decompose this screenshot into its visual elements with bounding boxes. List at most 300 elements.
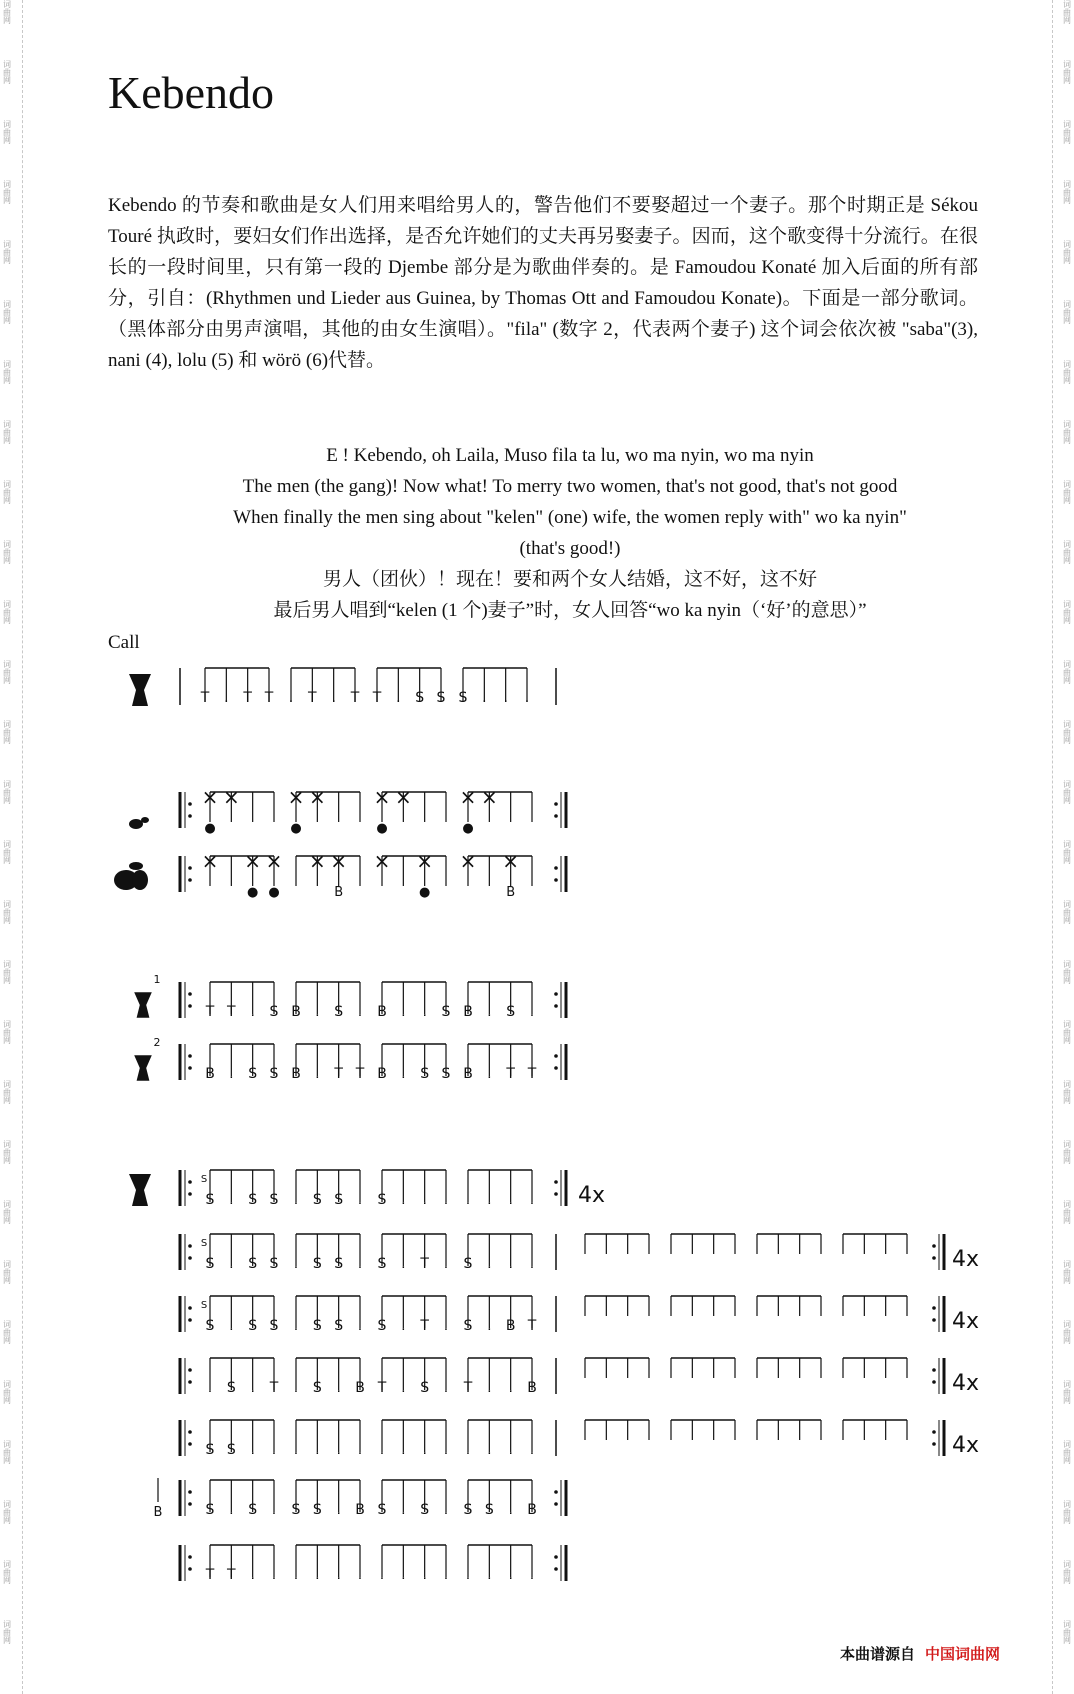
- note-label: .: [401, 1318, 406, 1334]
- note-label: B: [355, 1502, 365, 1518]
- edge-watermark-mark: 词曲网: [2, 1500, 12, 1524]
- edge-watermark-mark: 词曲网: [2, 1140, 12, 1164]
- repeat-dot: [188, 1567, 192, 1571]
- repeat-dot: [932, 1430, 936, 1434]
- note-label: S: [458, 690, 468, 706]
- edge-watermark-mark: 词曲网: [2, 780, 12, 804]
- edge-watermark-mark: 词曲网: [2, 1200, 12, 1224]
- note-label: S: [377, 1502, 387, 1518]
- note-label: .: [357, 1256, 363, 1272]
- note-label: .: [401, 1380, 406, 1396]
- note-label: B: [291, 1066, 301, 1082]
- note-label: S: [377, 1256, 387, 1272]
- repeat-count: 4x: [952, 1371, 980, 1396]
- note-label: .: [315, 1066, 320, 1082]
- note-label: S: [312, 1502, 322, 1518]
- edge-watermark-mark: 词曲网: [1062, 1140, 1072, 1164]
- note-label: .: [508, 1567, 513, 1583]
- repeat-dot: [188, 1306, 192, 1310]
- repeat-dot: [554, 992, 558, 996]
- note-label: .: [229, 1066, 234, 1082]
- repeat-count: 4x: [952, 1309, 980, 1334]
- note-label: S: [291, 1502, 301, 1518]
- note-label: .: [443, 1567, 449, 1583]
- note-label: S: [420, 1380, 430, 1396]
- lyric-line: The men (the gang)! Now what! To merry two women, that's not good, that's not good: [242, 476, 898, 497]
- note-label: .: [250, 1004, 255, 1020]
- edge-watermark-mark: 词曲网: [2, 1440, 12, 1464]
- note-label: .: [529, 1567, 535, 1583]
- repeat-dot: [932, 1380, 936, 1384]
- note-label: .: [357, 1567, 363, 1583]
- note-label: S: [226, 1442, 236, 1458]
- note-label: .: [487, 1004, 492, 1020]
- edge-watermark-mark: 词曲网: [1062, 720, 1072, 744]
- lyric-line: When finally the men sing about "kelen" (one) wife, the women reply with" wo ka nyin": [233, 507, 907, 528]
- lyric-line: (that's good!): [519, 538, 621, 559]
- repeat-dot: [554, 814, 558, 818]
- repeat-dot: [932, 1442, 936, 1446]
- note-label: .: [487, 1066, 492, 1082]
- note-label: B: [463, 1004, 473, 1020]
- note-label: .: [487, 1380, 492, 1396]
- repeat-dot: [932, 1368, 936, 1372]
- note-label: .: [271, 1567, 277, 1583]
- note-label: S: [205, 1256, 215, 1272]
- note-label: .: [443, 1502, 449, 1518]
- source-footer: [840, 1643, 1000, 1664]
- repeat-count: 4x: [578, 1183, 606, 1208]
- note-label: T: [269, 1380, 279, 1396]
- repeat-dot: [188, 802, 192, 806]
- note-label: S: [205, 1502, 215, 1518]
- bell-hit: ×: [459, 849, 477, 873]
- edge-watermark-mark: 词曲网: [2, 480, 12, 504]
- bell-hit: ×: [416, 849, 434, 873]
- repeat-dot: [188, 1244, 192, 1248]
- bell-hit: ×: [265, 849, 283, 873]
- edge-watermark-mark: 词曲网: [1062, 0, 1072, 24]
- repeat-dot: [554, 1555, 558, 1559]
- bell-icon: [129, 862, 143, 870]
- note-label: .: [357, 1318, 363, 1334]
- repeat-dot: [188, 866, 192, 870]
- edge-watermark-mark: 词曲网: [1062, 900, 1072, 924]
- repeat-dot: [554, 1066, 558, 1070]
- repeat-count: 4x: [952, 1433, 980, 1458]
- edge-watermark-mark: 词曲网: [1062, 780, 1072, 804]
- note-label: S: [463, 1318, 473, 1334]
- note-label: S: [441, 1066, 451, 1082]
- note-label: T: [463, 1380, 473, 1396]
- bell-hit: ×: [480, 785, 498, 809]
- drum-hit: B: [334, 885, 344, 900]
- note-label: T: [243, 690, 252, 706]
- note-label: .: [288, 690, 294, 706]
- kenkeni-icon: [129, 819, 143, 829]
- solo-djembe-icon: [129, 1174, 151, 1206]
- note-label: T: [420, 1318, 429, 1334]
- note-label: .: [293, 1442, 299, 1458]
- bell-hit: ×: [308, 785, 326, 809]
- repeat-dot: [554, 1004, 558, 1008]
- note-label: .: [465, 1442, 471, 1458]
- note-label: .: [396, 690, 401, 706]
- repeat-dot: [188, 1442, 192, 1446]
- edge-watermark-mark: 词曲网: [1062, 540, 1072, 564]
- bell-hit: ×: [373, 849, 391, 873]
- repeat-dot: [932, 1306, 936, 1310]
- note-label: .: [207, 1380, 213, 1396]
- repeat-dot: [932, 1318, 936, 1322]
- note-label: .: [293, 1192, 299, 1208]
- note-label: T: [308, 690, 317, 706]
- note-label: .: [250, 1567, 255, 1583]
- repeat-dot: [188, 1430, 192, 1434]
- note-label: .: [293, 1567, 299, 1583]
- note-label: B: [505, 1318, 516, 1334]
- note-label: S: [420, 1066, 430, 1082]
- page-title: Kebendo: [108, 67, 275, 118]
- note-label: S: [415, 690, 425, 706]
- repeat-dot: [188, 814, 192, 818]
- note-label: .: [487, 1567, 492, 1583]
- note-label: .: [465, 1567, 471, 1583]
- note-label: T: [420, 1256, 429, 1272]
- repeat-dot: [188, 1180, 192, 1184]
- edge-watermark-mark: 词曲网: [1062, 660, 1072, 684]
- note-label: .: [336, 1502, 341, 1518]
- drum-hit: ●: [418, 885, 431, 900]
- note-label: .: [229, 1318, 234, 1334]
- note-label: S: [463, 1256, 473, 1272]
- note-label: S: [205, 1442, 215, 1458]
- note-label: T: [527, 1318, 537, 1334]
- note-label: .: [508, 1442, 513, 1458]
- repeat-dot: [188, 1066, 192, 1070]
- drum-hit: ●: [290, 821, 302, 836]
- note-label: .: [357, 1442, 363, 1458]
- djembe-2-marker: 2: [153, 1036, 161, 1049]
- note-label: .: [357, 1192, 363, 1208]
- note-label: B: [463, 1066, 473, 1082]
- note-label: S: [269, 1004, 279, 1020]
- edge-watermark-mark: 词曲网: [1062, 120, 1072, 144]
- note-label: S: [205, 1318, 215, 1334]
- drum-hit: B: [506, 885, 516, 900]
- note-label: .: [224, 690, 229, 706]
- note-label: .: [229, 1192, 234, 1208]
- note-label: .: [422, 1567, 427, 1583]
- note-label: .: [229, 1256, 234, 1272]
- edge-watermark-mark: 词曲网: [2, 60, 12, 84]
- note-label: S: [269, 1256, 279, 1272]
- edge-watermark-mark: 词曲网: [1062, 1440, 1072, 1464]
- note-label: .: [508, 1192, 513, 1208]
- note-label: .: [315, 1004, 320, 1020]
- note-label: S: [312, 1192, 322, 1208]
- drum-hit: ●: [246, 885, 259, 900]
- footer-prefix: 本曲谱源自: [840, 1645, 916, 1663]
- note-label: T: [205, 1567, 215, 1583]
- note-label: B: [527, 1380, 537, 1396]
- note-label: B: [291, 1004, 301, 1020]
- djembe-2-icon: [134, 1055, 152, 1081]
- lyric-line: 男人（团伙）！现在！要和两个女人结婚，这不好，这不好: [322, 569, 817, 590]
- bell-hit: ×: [201, 849, 219, 873]
- djembe-1-marker: 1: [153, 973, 161, 986]
- edge-watermark-mark: 词曲网: [2, 1260, 12, 1284]
- note-label: S: [312, 1256, 322, 1272]
- note-label: S: [312, 1318, 322, 1334]
- note-label: .: [293, 1380, 299, 1396]
- note-label: B: [355, 1380, 365, 1396]
- edge-watermark-mark: 词曲网: [1062, 480, 1072, 504]
- note-label: S: [484, 1502, 494, 1518]
- note-label: .: [482, 690, 487, 706]
- repeat-dot: [188, 1555, 192, 1559]
- intro-paragraph: Kebendo 的节奏和歌曲是女人们用来唱给男人的，警告他们不要娶超过一个妻子。那个时期正是 Sékou Touré 执政时，要妇女们作出选择，是否允许她们的丈夫再另娶妻子。因而，这个歌变得十分流行。在很长的一段时间里，只有第一段的 Djembe 部分是为歌曲伴奏的。是 Famoudou Konaté 加入后面的所有部分，引自：(Rhythmen und Lieder aus Guinea, by Thomas Ott and Famoudou Konate)。下面是一部分歌词。（黑体部分由男声演唱，其他的由女生演唱）。"fila" (数字 2，代表两个妻子) 这个词会依次被 "saba"(3), nani (4), lolu (5) 和 wörö (6)代替。: [108, 195, 978, 371]
- note-label: .: [379, 1567, 385, 1583]
- repeat-dot: [554, 866, 558, 870]
- flam-mark: S: [200, 1174, 208, 1185]
- edge-watermark-mark: 词曲网: [1062, 60, 1072, 84]
- edge-watermark-mark: 词曲网: [1062, 1380, 1072, 1404]
- edge-watermark-mark: 词曲网: [1062, 1620, 1072, 1644]
- note-label: T: [506, 1066, 515, 1082]
- edge-watermark-mark: 词曲网: [1062, 1320, 1072, 1344]
- note-label: .: [315, 1567, 320, 1583]
- edge-watermark-mark: 词曲网: [2, 300, 12, 324]
- note-label: .: [250, 1380, 255, 1396]
- drum-hit: ●: [376, 821, 388, 836]
- note-label: T: [227, 1567, 236, 1583]
- note-label: .: [336, 1442, 341, 1458]
- edge-watermark-mark: 词曲网: [1062, 1080, 1072, 1104]
- note-label: .: [443, 1380, 449, 1396]
- note-label: S: [248, 1502, 258, 1518]
- bell-hit: ×: [244, 849, 262, 873]
- note-label: S: [436, 690, 446, 706]
- note-label: S: [269, 1318, 279, 1334]
- note-label: .: [331, 690, 336, 706]
- bell-icon: [141, 817, 149, 823]
- edge-watermark-mark: 词曲网: [2, 660, 12, 684]
- lyric-line: 最后男人唱到“kelen (1 个)妻子”时，女人回答“wo ka nyin（‘好’的意思）”: [273, 600, 867, 621]
- note-label: S: [226, 1380, 236, 1396]
- edge-watermark-mark: 词曲网: [1062, 960, 1072, 984]
- note-label: S: [248, 1318, 258, 1334]
- repeat-dot: [554, 1502, 558, 1506]
- note-label: .: [336, 1380, 341, 1396]
- edge-watermark-mark: 词曲网: [1062, 1020, 1072, 1044]
- edge-watermark-mark: 词曲网: [1062, 180, 1072, 204]
- note-label: S: [269, 1066, 279, 1082]
- drum-hit: ●: [268, 885, 280, 900]
- edge-watermark-mark: 词曲网: [2, 1020, 12, 1044]
- bell-hit: ×: [502, 849, 520, 873]
- note-label: S: [420, 1502, 430, 1518]
- note-label: .: [422, 1004, 427, 1020]
- note-label: .: [529, 1256, 535, 1272]
- repeat-dot: [188, 1004, 192, 1008]
- note-label: S: [334, 1318, 344, 1334]
- note-label: .: [529, 1442, 535, 1458]
- note-label: T: [377, 1380, 387, 1396]
- edge-watermark-mark: 词曲网: [2, 240, 12, 264]
- footer-brand: 中国词曲网: [925, 1645, 1001, 1663]
- note-label: B: [205, 1066, 215, 1082]
- bell-hit: ×: [222, 785, 240, 809]
- note-label: .: [357, 1004, 363, 1020]
- note-label: .: [487, 1192, 492, 1208]
- edge-watermark-mark: 词曲网: [2, 1320, 12, 1344]
- note-label: S: [248, 1256, 258, 1272]
- lyric-line: E ! Kebendo, oh Laila, Muso fila ta lu, wo ma nyin, wo ma nyin: [326, 445, 814, 466]
- edge-watermark-mark: 词曲网: [2, 600, 12, 624]
- repeat-dot: [188, 878, 192, 882]
- note-label: .: [293, 1318, 299, 1334]
- note-label: T: [355, 1066, 365, 1082]
- note-label: .: [508, 1502, 513, 1518]
- note-label: S: [377, 1192, 387, 1208]
- edge-watermark-mark: 词曲网: [1062, 600, 1072, 624]
- note-label: .: [422, 1442, 427, 1458]
- note-label: .: [443, 1256, 449, 1272]
- note-label: .: [401, 1066, 406, 1082]
- note-label: .: [401, 1502, 406, 1518]
- flam-mark: S: [200, 1238, 208, 1249]
- repeat-dot: [554, 1054, 558, 1058]
- note-label: .: [271, 1442, 277, 1458]
- note-label: .: [271, 1502, 277, 1518]
- bell-hit: ×: [287, 785, 305, 809]
- note-label: S: [441, 1004, 451, 1020]
- note-label: .: [508, 1380, 513, 1396]
- note-label: T: [527, 1066, 537, 1082]
- edge-watermark-mark: 词曲网: [2, 360, 12, 384]
- drum-hit: ●: [462, 821, 474, 836]
- note-label: .: [401, 1004, 406, 1020]
- note-label: S: [334, 1004, 344, 1020]
- repeat-dot: [188, 1368, 192, 1372]
- djembe-icon: [129, 674, 151, 706]
- note-label: S: [248, 1192, 258, 1208]
- repeat-dot: [188, 1318, 192, 1322]
- note-label: S: [463, 1502, 473, 1518]
- note-label: .: [443, 1192, 449, 1208]
- repeat-dot: [554, 1567, 558, 1571]
- repeat-dot: [188, 1490, 192, 1494]
- bell-hit: ×: [330, 849, 348, 873]
- note-label: .: [503, 690, 508, 706]
- edge-watermark-mark: 词曲网: [2, 540, 12, 564]
- note-label: .: [487, 1256, 492, 1272]
- note-label: .: [422, 1192, 427, 1208]
- edge-watermark-mark: 词曲网: [2, 720, 12, 744]
- note-label: T: [372, 690, 382, 706]
- bell-hit: ×: [394, 785, 412, 809]
- edge-watermark-mark: 词曲网: [2, 180, 12, 204]
- edge-watermark-mark: 词曲网: [2, 1380, 12, 1404]
- note-label: T: [205, 1004, 215, 1020]
- note-label: S: [205, 1192, 215, 1208]
- repeat-dot: [188, 1054, 192, 1058]
- repeat-dot: [932, 1256, 936, 1260]
- note-label: .: [401, 1567, 406, 1583]
- note-label: S: [506, 1004, 516, 1020]
- edge-watermark-mark: 词曲网: [1062, 240, 1072, 264]
- note-label: .: [487, 1442, 492, 1458]
- bell-hit: ×: [308, 849, 326, 873]
- note-label: .: [229, 1502, 234, 1518]
- repeat-dot: [554, 878, 558, 882]
- note-label: .: [529, 1004, 535, 1020]
- call-label: Call: [108, 632, 140, 653]
- bell-hit: ×: [459, 785, 477, 809]
- note-label: S: [312, 1380, 322, 1396]
- note-label: T: [264, 690, 274, 706]
- repeat-dot: [188, 992, 192, 996]
- edge-watermark-mark: 词曲网: [1062, 1200, 1072, 1224]
- note-label: .: [401, 1192, 406, 1208]
- note-label: .: [487, 1318, 492, 1334]
- note-label: .: [508, 1256, 513, 1272]
- repeat-dot: [188, 1192, 192, 1196]
- note-label: .: [293, 1256, 299, 1272]
- edge-watermark-mark: 词曲网: [2, 960, 12, 984]
- dundun-icon: [132, 870, 148, 890]
- edge-watermark-mark: 词曲网: [2, 900, 12, 924]
- note-label: B: [377, 1004, 387, 1020]
- edge-watermark-mark: 词曲网: [2, 1560, 12, 1584]
- edge-watermark-mark: 词曲网: [1062, 420, 1072, 444]
- note-label: T: [200, 690, 210, 706]
- note-label: .: [443, 1318, 449, 1334]
- note-label: T: [334, 1066, 343, 1082]
- note-label: .: [465, 1192, 471, 1208]
- edge-watermark-mark: 词曲网: [1062, 1560, 1072, 1584]
- repeat-dot: [554, 1490, 558, 1494]
- note-label: .: [443, 1442, 449, 1458]
- edge-watermark-mark: 词曲网: [2, 0, 12, 24]
- note-label: .: [401, 1256, 406, 1272]
- note-label: S: [334, 1192, 344, 1208]
- note-label: .: [379, 1442, 385, 1458]
- repeat-dot: [554, 1180, 558, 1184]
- repeat-dot: [188, 1256, 192, 1260]
- repeat-count: 4x: [952, 1247, 980, 1272]
- edge-watermark-mark: 词曲网: [2, 120, 12, 144]
- repeat-dot: [554, 1192, 558, 1196]
- edge-watermark-mark: 词曲网: [1062, 300, 1072, 324]
- note-label: .: [315, 1442, 320, 1458]
- note-label: B: [527, 1502, 537, 1518]
- note-label: B: [377, 1066, 387, 1082]
- note-label: S: [377, 1318, 387, 1334]
- edge-watermark-mark: 词曲网: [2, 1620, 12, 1644]
- edge-watermark-mark: 词曲网: [2, 1080, 12, 1104]
- side-label: B: [153, 1505, 163, 1520]
- edge-watermark-mark: 词曲网: [1062, 840, 1072, 864]
- note-label: .: [336, 1567, 341, 1583]
- note-label: .: [401, 1442, 406, 1458]
- djembe-1-icon: [134, 992, 152, 1018]
- note-label: T: [227, 1004, 236, 1020]
- edge-watermark-mark: 词曲网: [1062, 1260, 1072, 1284]
- bell-hit: ×: [201, 785, 219, 809]
- note-label: S: [248, 1066, 258, 1082]
